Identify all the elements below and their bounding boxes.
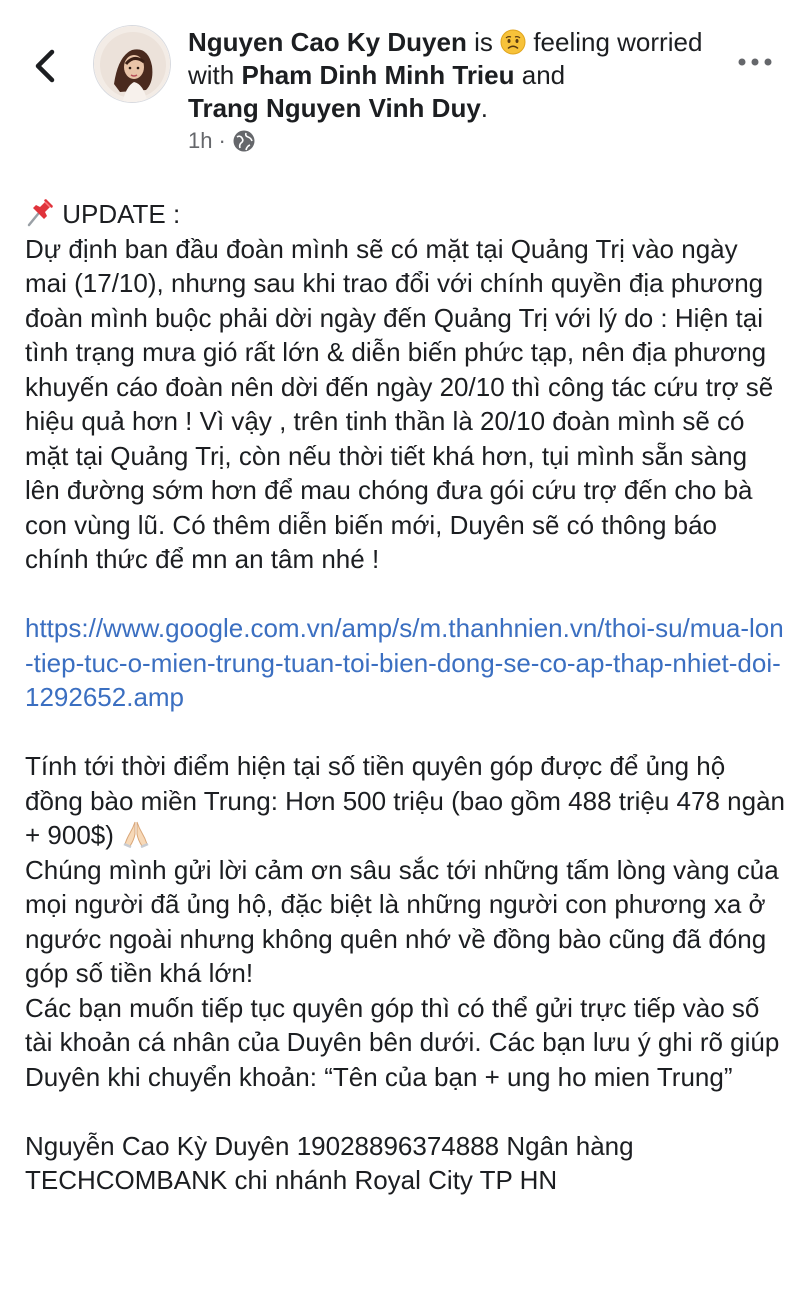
avatar[interactable] [93,25,171,103]
feeling-text: feeling worried with [188,27,703,90]
tagged-person-2[interactable]: Trang Nguyen Vinh Duy [188,93,481,123]
post-body [25,197,785,1198]
post-time[interactable]: 1h [188,128,213,153]
meta-separator: · [218,128,226,153]
update-heading [25,197,785,232]
author-name[interactable]: Nguyen Cao Ky Duyen [188,27,467,57]
update-label: UPDATE : [62,199,181,229]
back-arrow-icon [28,44,64,88]
instructions-paragraph: Các bạn muốn tiếp tục quyên góp thì có thể gửi trực tiếp vào số tài khoản cá nhân của Duyên bên dưới. Các bạn lưu ý ghi rõ giúp Duyên khi chuyển khoản: “Tên của bạn + ung ho mien Trung” [25,992,780,1092]
tagged-person-1[interactable]: Pham Dinh Minh Trieu [241,60,515,90]
folded-hands-emoji [121,818,151,848]
more-options-button[interactable] [733,50,777,74]
avatar-image [94,26,171,103]
post-header [0,0,800,185]
period-text: . [480,93,489,123]
is-text: is [474,27,493,57]
and-text: and [521,60,566,90]
post-meta [188,128,256,154]
donation-summary-text: Tính tới thời điểm hiện tại số tiền quyên góp được để ủng hộ đồng bào miền Trung: Hơn 500 triệu (bao gồm 488 triệu 478 ngàn + 900$) [25,751,786,850]
bank-info: Nguyễn Cao Kỳ Duyên 19028896374888 Ngân hàng TECHCOMBANK chi nhánh Royal City TP HN [25,1130,634,1195]
post-header-text [188,26,708,125]
pushpin-emoji [25,199,55,227]
globe-icon[interactable] [232,129,256,153]
donation-summary [25,749,785,853]
thanks-paragraph: Chúng mình gửi lời cảm ơn sâu sắc tới những tấm lòng vàng của mọi người đã ủng hộ, đặc biệt là những người con phương xa ở ngước ngoài nhưng không quên nhớ về đồng bào cũng đã đóng góp số tiền khá lớn! [25,854,779,988]
back-button[interactable] [28,44,64,88]
update-paragraph: Dự định ban đầu đoàn mình sẽ có mặt tại Quảng Trị vào ngày mai (17/10), nhưng sau khi trao đổi với chính quyền địa phương đoàn mình buộc phải dời ngày đến Quảng Trị với lý do : Hiện tại tình trạng mưa gió rất lớn & diễn biến phức tạp, nên địa phương khuyến cáo đoàn nên dời đến ngày 20/10 thì công tác cứu trợ sẽ hiệu quả hơn ! Vì vậy , trên tinh thần là 20/10 đoàn mình sẽ có mặt tại Quảng Trị, còn nếu thời tiết khá hơn, tụi mình sẵn sàng lên đường sớm hơn để mau chóng đưa gói cứu trợ đến cho bà con vùng lũ. Có thêm diễn biến mới, Duyên sẽ có thông báo chính thức để mn an tâm nhé ! [25,233,774,574]
more-dots-icon [733,50,777,74]
news-link[interactable]: https://www.google.com.vn/amp/s/m.thanhnien.vn/thoi-su/mua-lon-tiep-tuc-o-mien-trung-tuan-toi-bien-dong-se-co-ap-thap-nhiet-doi-1292652.amp [25,613,784,712]
worried-face-emoji [500,29,526,55]
